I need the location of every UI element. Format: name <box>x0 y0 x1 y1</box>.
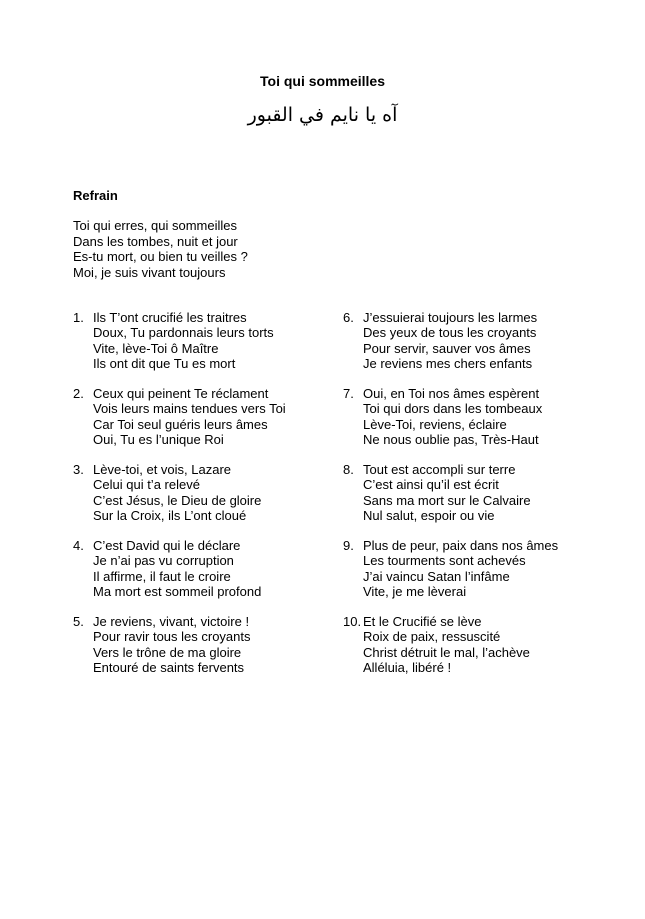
verse-line: Sans ma mort sur le Calvaire <box>363 492 531 508</box>
verse-line: Pour servir, sauver vos âmes <box>363 340 531 356</box>
verse-number: 7. <box>343 386 354 401</box>
arabic-subtitle: آه يا نايم في القبور <box>247 104 398 126</box>
verse <box>73 310 343 386</box>
verse-line: Ils ont dit que Tu es mort <box>93 355 236 371</box>
verse-line: Tout est accompli sur terre <box>363 462 516 477</box>
verse-line: Vers le trône de ma gloire <box>93 644 242 660</box>
verse-line: Lève-Toi, reviens, éclaire <box>363 416 507 432</box>
verse <box>343 386 613 462</box>
verse-line: Il affirme, il faut le croire <box>93 568 231 584</box>
verse <box>343 538 613 614</box>
verse-number: 1. <box>73 310 84 325</box>
verse-line: Et le Crucifié se lève <box>363 614 482 629</box>
verses-left-column <box>73 310 343 690</box>
verse-line: Je reviens, vivant, victoire ! <box>93 614 250 629</box>
verse-line: J’essuierai toujours les larmes <box>363 310 538 325</box>
verse <box>343 462 613 538</box>
refrain-text <box>73 218 248 280</box>
verse-line: Ils T’ont crucifié les traitres <box>93 310 247 325</box>
verse-number: 5. <box>73 614 84 629</box>
verse-line: Doux, Tu pardonnais leurs torts <box>93 325 274 341</box>
verse-number: 9. <box>343 538 354 553</box>
verse-number: 8. <box>343 462 354 477</box>
verse <box>73 538 343 614</box>
verse-number: 4. <box>73 538 84 553</box>
verse-line: C’est Jésus, le Dieu de gloire <box>93 492 262 508</box>
verse-line: Plus de peur, paix dans nos âmes <box>363 538 559 553</box>
page-title: Toi qui sommeilles <box>260 73 385 89</box>
verse-line: Oui, en Toi nos âmes espèrent <box>363 386 540 401</box>
verse <box>343 614 613 690</box>
verse-line: Vite, je me lèverai <box>363 583 467 599</box>
verse-line: Je n’ai pas vu corruption <box>93 553 234 569</box>
verse <box>343 310 613 386</box>
verse <box>73 386 343 462</box>
verse-line: Car Toi seul guéris leurs âmes <box>93 416 268 432</box>
verse-line: J’ai vaincu Satan l’infâme <box>363 568 510 584</box>
verse-line: Vite, lève-Toi ô Maître <box>93 340 219 356</box>
verse-line: Des yeux de tous les croyants <box>363 325 537 341</box>
verse-number: 3. <box>73 462 84 477</box>
verse-line: Pour ravir tous les croyants <box>93 629 251 645</box>
refrain-line: Dans les tombes, nuit et jour <box>73 233 238 249</box>
verse-number: 10. <box>343 614 362 629</box>
verse-line: Les tourments sont achevés <box>363 553 526 569</box>
verse-line: Oui, Tu es l’unique Roi <box>93 431 224 447</box>
refrain-line: Toi qui erres, qui sommeilles <box>73 218 238 233</box>
refrain-heading: Refrain <box>73 188 118 203</box>
refrain-line: Es-tu mort, ou bien tu veilles ? <box>73 249 248 264</box>
verse-line: Sur la Croix, ils L’ont cloué <box>93 507 247 523</box>
verse-line: Je reviens mes chers enfants <box>363 355 533 371</box>
verse-number: 6. <box>343 310 354 325</box>
verse-line: Alléluia, libéré ! <box>363 659 452 675</box>
verse-line: C’est David qui le déclare <box>93 538 241 553</box>
verse-line: Vois leurs mains tendues vers Toi <box>93 401 286 417</box>
verse-line: C’est ainsi qu’il est écrit <box>363 477 499 493</box>
verse-line: Ne nous oublie pas, Très-Haut <box>363 431 539 447</box>
verse-line: Lève-toi, et vois, Lazare <box>93 462 232 477</box>
verse-line: Nul salut, espoir ou vie <box>363 507 495 523</box>
verse-line: Celui qui t’a relevé <box>93 477 200 493</box>
verse-line: Toi qui dors dans les tombeaux <box>363 401 543 417</box>
verse-line: Ma mort est sommeil profond <box>93 583 262 599</box>
verse-line: Ceux qui peinent Te réclament <box>93 386 269 401</box>
verse-line: Roix de paix, ressuscité <box>363 629 501 645</box>
verse-line: Christ détruit le mal, l’achève <box>363 644 530 660</box>
verses-right-column <box>343 310 613 690</box>
refrain-line: Moi, je suis vivant toujours <box>73 264 226 280</box>
verse-line: Entouré de saints fervents <box>93 659 245 675</box>
verse <box>73 462 343 538</box>
verse <box>73 614 343 690</box>
verse-number: 2. <box>73 386 84 401</box>
